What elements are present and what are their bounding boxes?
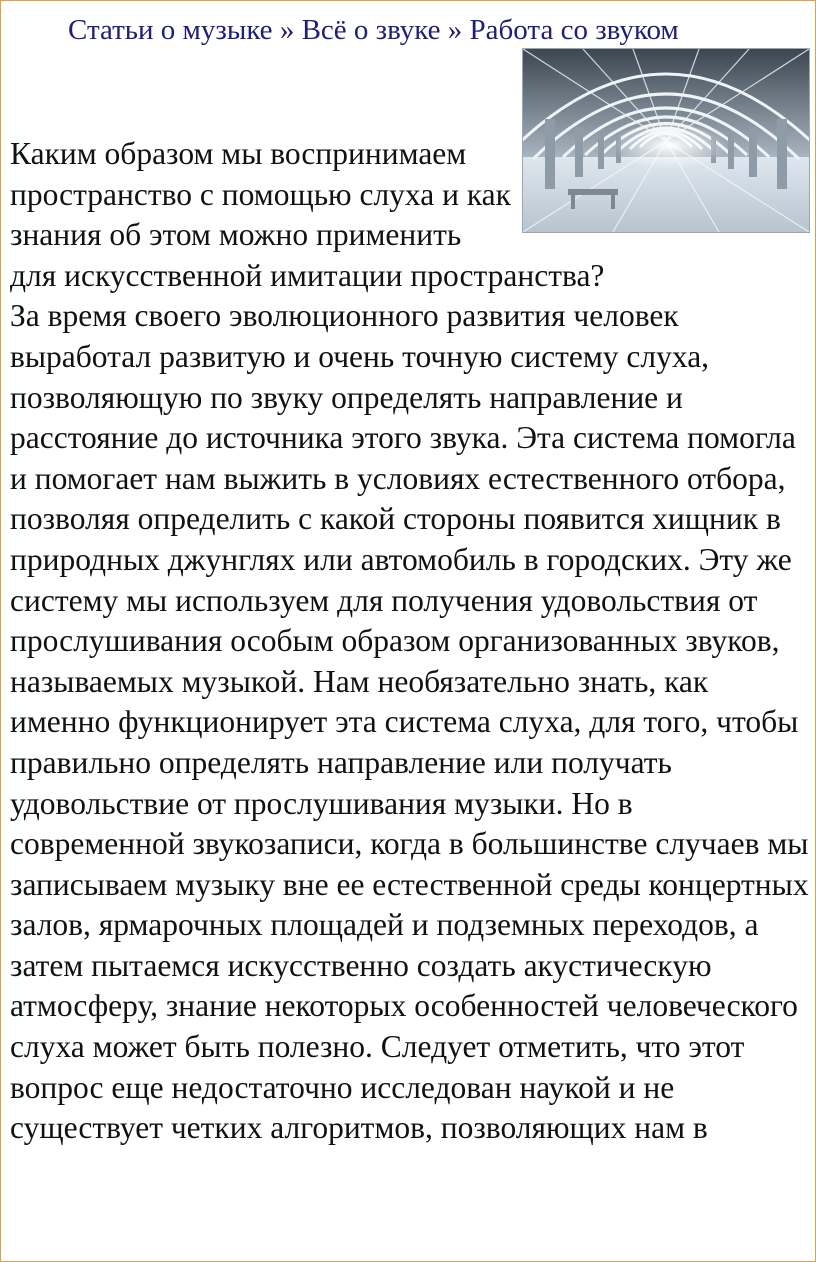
breadcrumb-link-about-sound[interactable]: Всё о звуке	[301, 14, 441, 46]
article-lead: Каким образом мы воспринимаем пространство с помощью слуха и как знания об этом можно применить для искусственной имитации пространства?	[10, 136, 605, 293]
article-body: За время своего эволюционного развития человек выработал развитую и очень точную систему слуха, позволяющую по звуку определять направление и расстояние до источника этого звука. Эта система помогла и помогает нам выжить в условиях естественного отбора, позволяя определить с какой стороны появится хищник в природных джунглях или автомобиль в городских. Эту же систему мы используем для получения удовольствия от прослушивания особым образом организованных звуков, называемых музыкой. Нам необязательно знать, как именно функционирует эта система слуха, для того, чтобы правильно определять направление или получать удовольствие от прослушивания музыки. Но в современной звукозаписи, когда в большинстве случаев мы записываем музыку вне ее естественной среды концертных залов, ярмарочных площадей и подземных переходов, а затем пытаемся искусственно создать акустическую атмосферу, знание некоторых особенностей человеческого слуха может быть полезно. Следует отметить, что этот вопрос еще недостаточно исследован наукой и не существует четких алгоритмов, позволяющих нам в	[10, 298, 809, 1146]
article-text	[10, 134, 812, 1149]
breadcrumb-link-sound-work[interactable]: Работа со звуком	[469, 14, 679, 46]
image-float-spacer	[512, 134, 812, 238]
breadcrumb-separator: »	[279, 14, 295, 46]
breadcrumb-link-music-articles[interactable]: Статьи о музыке	[68, 14, 273, 46]
breadcrumb	[68, 12, 808, 48]
breadcrumb-separator: »	[447, 14, 463, 46]
